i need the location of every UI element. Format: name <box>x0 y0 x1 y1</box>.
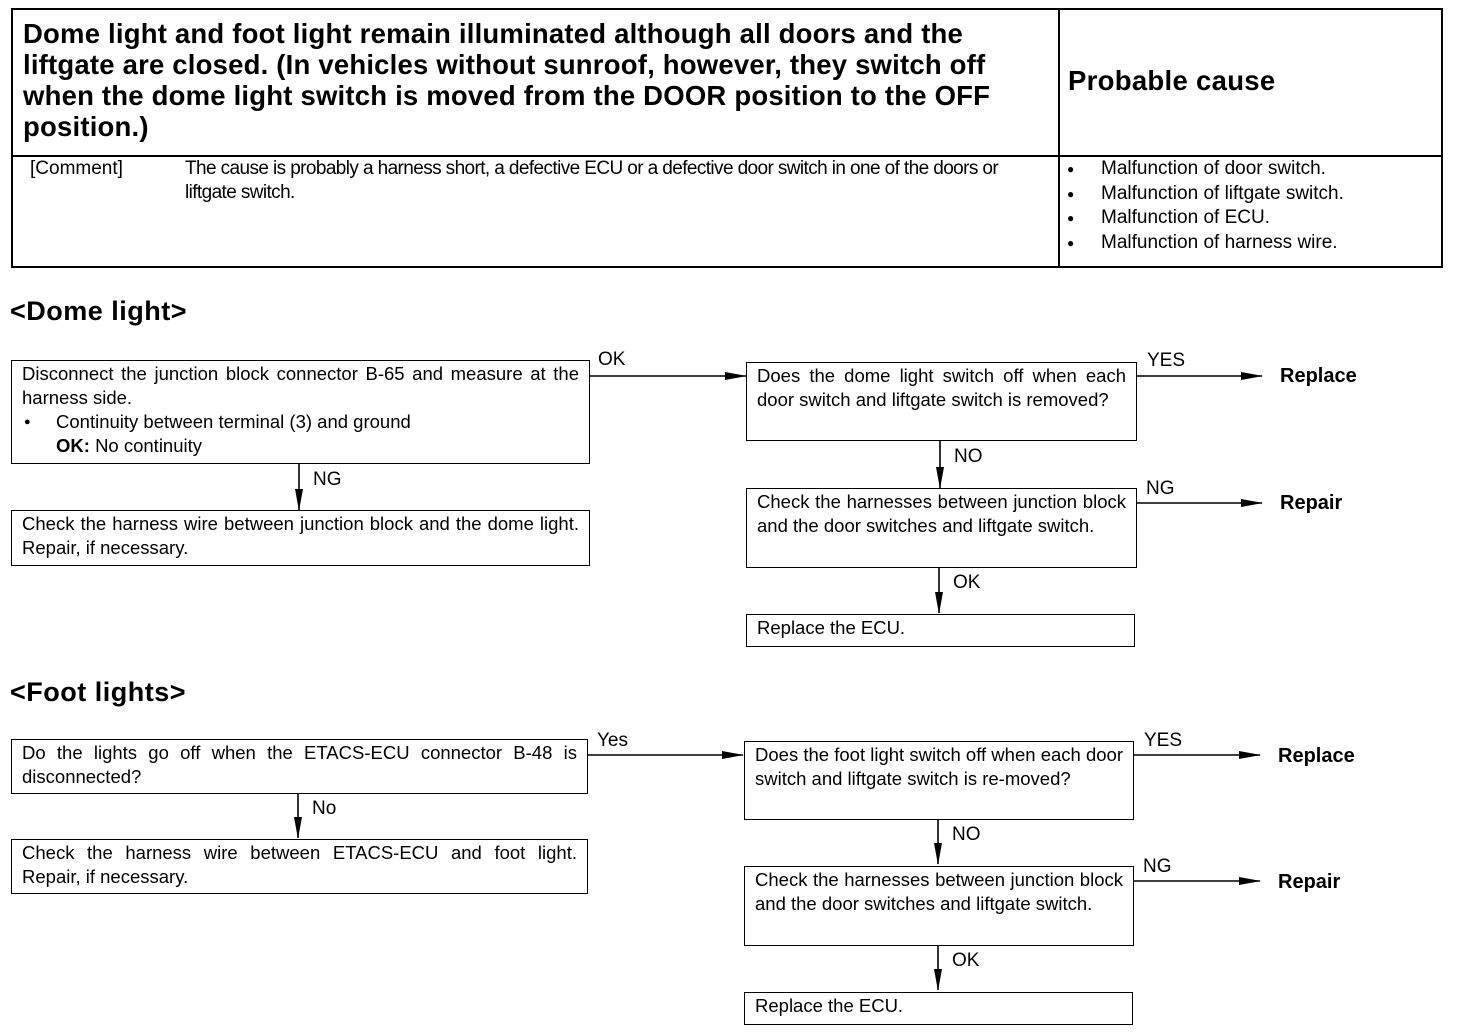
foot-step1-box: Do the lights go off when the ETACS-ECU connector B-48 is disconnected? <box>11 739 588 794</box>
foot-ng-label: NG <box>1143 856 1172 877</box>
dome-replace-result: Replace <box>1280 365 1357 387</box>
ok-criterion-value: No continuity <box>95 435 203 456</box>
dome-ok-label: OK <box>953 572 981 593</box>
dome-ng-label: NG <box>1146 478 1175 499</box>
foot-replace-result: Replace <box>1278 745 1355 767</box>
dome-repair-result: Repair <box>1280 492 1343 514</box>
cause-item: ● Malfunction of liftgate switch. <box>1067 182 1344 207</box>
foot-yes-label: YES <box>1144 730 1183 751</box>
dome-question-box: Does the dome light switch off when each door switch and liftgate switch is removed? <box>746 362 1137 441</box>
foot-ok-label: OK <box>952 950 980 971</box>
dome-repair-box: Check the harness wire between junction block and the dome light. Repair, if necessary. <box>11 510 590 566</box>
dome-final-box: Replace the ECU. <box>746 614 1135 647</box>
foot-repair-box: Check the harness wire between ETACS-ECU and foot light. Repair, if necessary. <box>11 839 588 894</box>
foot-step1-no-label: No <box>312 798 337 819</box>
foot-final-box: Replace the ECU. <box>744 992 1133 1025</box>
cause-item: ● Malfunction of harness wire. <box>1067 231 1344 256</box>
cause-item: ● Malfunction of ECU. <box>1067 206 1344 231</box>
comment-tag: [Comment] <box>30 158 123 179</box>
cause-item: ● Malfunction of door switch. <box>1067 157 1344 182</box>
foot-no-label: NO <box>952 824 981 845</box>
foot-step1-yes-label: Yes <box>597 730 628 751</box>
comment-text: The cause is probably a harness short, a defective ECU or a defective door switch in one of the doors or liftgate switch. <box>185 158 999 203</box>
foot-repair-result: Repair <box>1278 871 1341 893</box>
dome-step1-bullet: ● Continuity between terminal (3) and ground <box>22 410 579 434</box>
foot-question-box: Does the foot light switch off when each door switch and liftgate switch is re-moved? <box>744 741 1134 820</box>
dome-step1-ng-label: NG <box>313 469 342 490</box>
dome-step1-box <box>11 360 590 464</box>
dome-step1-ok-line <box>22 434 579 458</box>
ok-criterion-label: OK: <box>56 435 90 456</box>
foot-check-box: Check the harnesses between junction block and the door switches and liftgate switch. <box>744 866 1134 946</box>
dome-yes-label: YES <box>1147 350 1186 371</box>
dome-light-section-title: <Dome light> <box>10 296 188 326</box>
dome-step1-ok-label: OK <box>598 349 626 370</box>
dome-step1-text: Disconnect the junction block connector B-65 and measure at the harness side. <box>22 363 579 408</box>
dome-check-box: Check the harnesses between junction block and the door switches and liftgate switch. <box>746 488 1137 568</box>
symptom-title: Dome light and foot light remain illuminated although all doors and the liftgate are closed. (In vehicles without sunroof, however, they switch off when the dome light switch is moved from the DOOR position to the OFF position.) <box>23 18 991 142</box>
probable-cause-heading: Probable cause <box>1068 65 1276 96</box>
dome-no-label: NO <box>954 446 983 467</box>
foot-lights-section-title: <Foot lights> <box>10 677 187 707</box>
